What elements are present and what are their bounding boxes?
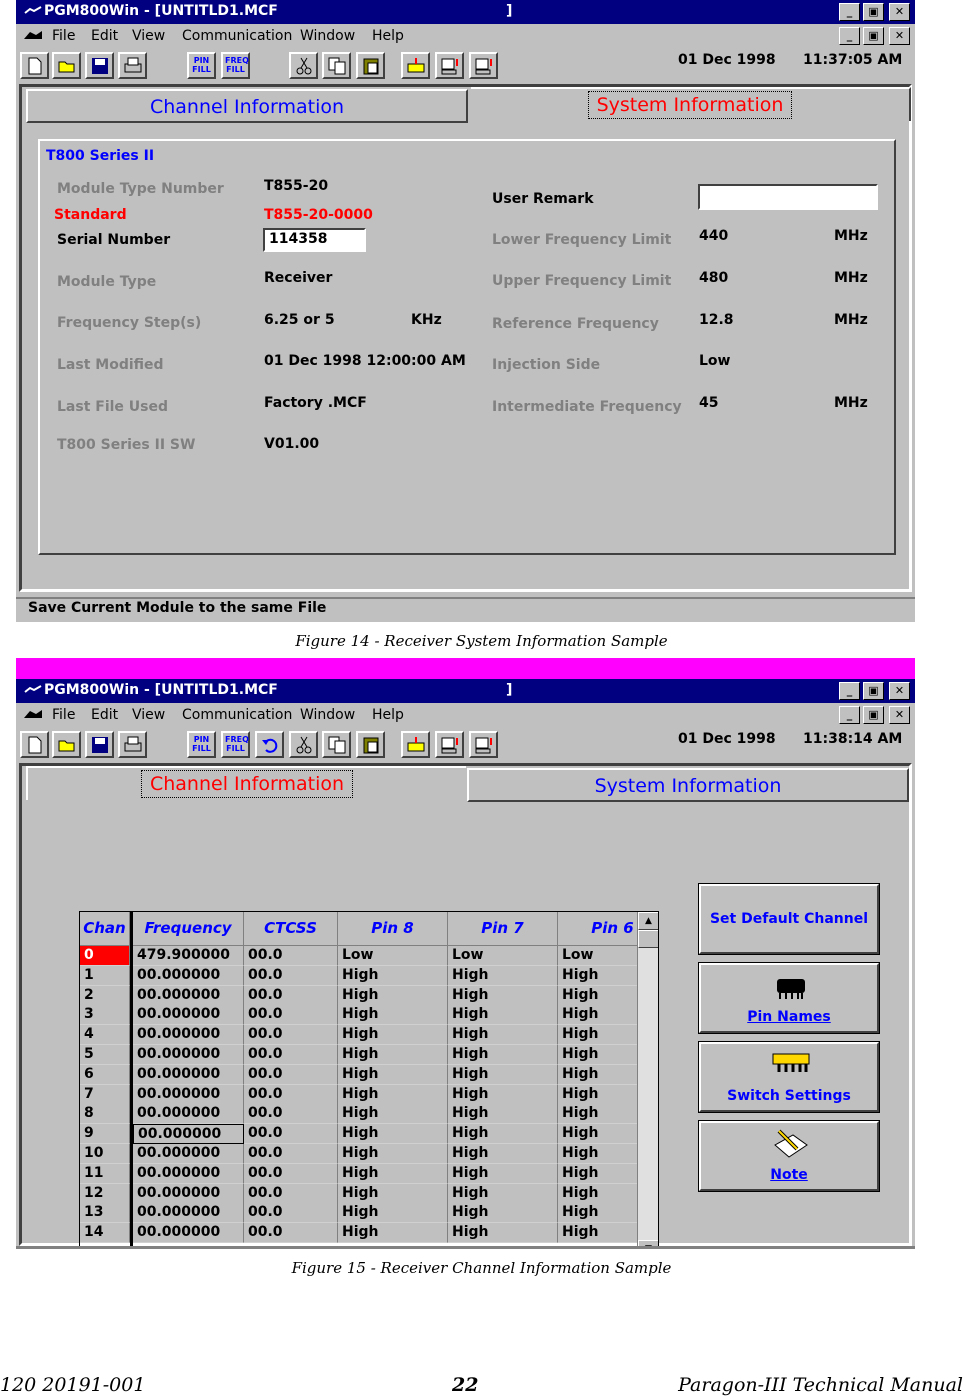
scroll-up-arrow-icon[interactable]: ▲ — [638, 912, 659, 930]
grid-cell[interactable]: 00.0 — [244, 1184, 338, 1204]
grid-cell[interactable]: High — [448, 1085, 558, 1105]
grid-cell[interactable]: 00.000000 — [133, 1065, 244, 1085]
lower-frequency-limit-label: Lower Frequency Limit — [492, 232, 672, 248]
open-file-button[interactable] — [52, 52, 81, 79]
grid-cell[interactable]: High — [558, 1144, 659, 1164]
sw-version-label: T800 Series II SW — [57, 437, 196, 453]
module-button[interactable] — [401, 731, 430, 758]
menu-edit[interactable]: Edit — [91, 707, 119, 723]
grid-cell[interactable]: High — [448, 1025, 558, 1045]
tab-channel-information[interactable] — [26, 766, 466, 800]
tab-system-label: System Information — [588, 91, 793, 119]
status-bar: Save Current Module to the same File — [16, 597, 915, 622]
date-display: 01 Dec 1998 — [678, 52, 776, 68]
restore-button[interactable]: ▣ — [863, 682, 884, 700]
doc-restore-button[interactable]: ▣ — [863, 27, 884, 45]
grid-cell[interactable]: High — [338, 1025, 448, 1045]
clipboard-icon — [361, 735, 381, 755]
grid-cell[interactable]: High — [558, 1005, 659, 1025]
grid-cell[interactable]: High — [448, 1104, 558, 1124]
grid-cell[interactable]: High — [338, 1085, 448, 1105]
grid-header-frequency[interactable]: Frequency — [133, 912, 244, 946]
grid-cell[interactable]: High — [338, 1184, 448, 1204]
grid-cell[interactable]: High — [448, 1065, 558, 1085]
chip-logo-icon — [24, 5, 42, 17]
write-module-button[interactable] — [469, 52, 498, 79]
grid-cell[interactable]: High — [448, 966, 558, 986]
menu-file[interactable]: File — [52, 707, 76, 723]
close-button[interactable]: ✕ — [889, 3, 910, 21]
copy-button[interactable] — [322, 52, 351, 79]
new-file-icon — [25, 735, 45, 755]
set-default-channel-label: Set Default Channel — [709, 911, 869, 927]
scissors-icon — [294, 735, 314, 755]
grid-row-header[interactable]: 1 — [80, 966, 130, 986]
last-file-used-label: Last File Used — [57, 399, 169, 415]
standard-value: T855-20-0000 — [264, 207, 373, 223]
grid-cell[interactable]: High — [448, 1223, 558, 1243]
grid-cell[interactable]: 00.000000 — [133, 1184, 244, 1204]
client-area — [19, 763, 912, 1246]
figure-15-caption: Figure 15 - Receiver Channel Information Sample — [291, 1259, 672, 1277]
grid-cell[interactable]: High — [338, 1045, 448, 1065]
pin-names-button[interactable] — [699, 963, 879, 1033]
injection-side-value: Low — [699, 353, 731, 369]
print-button[interactable] — [118, 52, 147, 79]
grid-cell[interactable]: 00.000000 — [133, 1144, 244, 1164]
computer-download-icon — [440, 735, 460, 755]
menu-view[interactable]: View — [132, 28, 166, 44]
grid-row-header[interactable]: 0 — [80, 946, 130, 966]
window-title-bracket: ] — [506, 682, 513, 698]
freq-fill-label: FREQ FILL — [225, 735, 249, 753]
grid-row-header[interactable]: 11 — [80, 1164, 130, 1184]
footer-manual-title: Paragon-III Technical Manual — [678, 1374, 963, 1396]
group-title: T800 Series II — [46, 148, 155, 164]
chip-icon — [771, 973, 811, 1001]
copy-button[interactable] — [322, 731, 351, 758]
grid-cell[interactable]: 00.0 — [244, 966, 338, 986]
grid-cell[interactable]: 00.000000 — [133, 1025, 244, 1045]
grid-cell[interactable]: High — [338, 1104, 448, 1124]
printer-icon — [123, 735, 143, 755]
tab-channel-information[interactable] — [26, 89, 468, 123]
menu-window[interactable]: Window — [300, 707, 356, 723]
copy-icon — [327, 735, 347, 755]
grid-cell[interactable]: 00.000000 — [133, 1045, 244, 1065]
dip-switch-icon — [769, 1050, 813, 1076]
grid-cell[interactable]: High — [448, 1144, 558, 1164]
read-module-button[interactable] — [435, 52, 464, 79]
printer-icon — [123, 56, 143, 76]
grid-header-pin-6[interactable]: Pin 6 — [558, 912, 659, 946]
clipboard-icon — [361, 56, 381, 76]
pin-fill-button[interactable] — [187, 52, 216, 79]
frequency-steps-unit: KHz — [411, 312, 442, 328]
grid-cell[interactable]: Low — [558, 946, 659, 966]
date-display: 01 Dec 1998 — [678, 731, 776, 747]
chip-logo-icon — [24, 684, 42, 696]
grid-cell[interactable]: 00.0 — [244, 1065, 338, 1085]
grid-cell[interactable]: High — [558, 1085, 659, 1105]
copy-icon — [327, 56, 347, 76]
grid-cell[interactable]: 00.0 — [244, 1144, 338, 1164]
grid-cell[interactable]: 00.000000 — [133, 1104, 244, 1124]
grid-cell[interactable]: 00.0 — [244, 1104, 338, 1124]
grid-row-header[interactable]: 5 — [80, 1045, 130, 1065]
note-button[interactable] — [699, 1121, 879, 1191]
print-button[interactable] — [118, 731, 147, 758]
upper-frequency-limit-unit: MHz — [834, 270, 868, 286]
window-bottom-border — [16, 1246, 915, 1249]
doc-restore-button[interactable]: ▣ — [863, 706, 884, 724]
highlight-banner — [16, 658, 915, 679]
intermediate-frequency-unit: MHz — [834, 395, 868, 411]
paste-button[interactable] — [356, 52, 385, 79]
save-button[interactable] — [85, 731, 114, 758]
grid-cell[interactable]: High — [338, 1005, 448, 1025]
computer-upload-icon — [474, 735, 494, 755]
computer-upload-icon — [474, 56, 494, 76]
figure-14-caption: Figure 14 - Receiver System Information Sample — [295, 632, 668, 650]
grid-cell[interactable]: Low — [338, 946, 448, 966]
scroll-thumb[interactable] — [638, 930, 659, 948]
grid-cell[interactable]: High — [558, 1025, 659, 1045]
grid-cell[interactable]: 00.0 — [244, 1005, 338, 1025]
menu-communication[interactable]: Communication — [182, 28, 293, 44]
grid-cell[interactable]: 00.0 — [244, 1223, 338, 1243]
undo-arrow-icon — [260, 735, 280, 755]
pin-names-label: Pin Names — [747, 1009, 831, 1025]
grid-cell[interactable]: High — [338, 986, 448, 1006]
grid-row-header[interactable]: 4 — [80, 1025, 130, 1045]
menu-help[interactable]: Help — [372, 28, 404, 44]
pin-fill-label: PIN FILL — [192, 56, 211, 74]
footer-page-number: 22 — [452, 1374, 479, 1396]
window-title: PGM800Win - [UNTITLD1.MCF — [44, 3, 278, 19]
grid-row-header[interactable]: 12 — [80, 1184, 130, 1204]
grid-cell[interactable]: Low — [448, 946, 558, 966]
switch-settings-label: Switch Settings — [727, 1088, 851, 1104]
grid-row-header[interactable]: 7 — [80, 1085, 130, 1105]
serial-number-input[interactable]: 114358 — [263, 228, 366, 252]
grid-cell[interactable]: 00.0 — [244, 1045, 338, 1065]
grid-cell[interactable]: High — [558, 1203, 659, 1223]
menu-view[interactable]: View — [132, 707, 166, 723]
grid-row-header[interactable]: 14 — [80, 1223, 130, 1243]
menu-communication[interactable]: Communication — [182, 707, 293, 723]
folder-open-icon — [57, 56, 77, 76]
freq-fill-button[interactable] — [221, 52, 250, 79]
grid-cell[interactable]: 00.0 — [244, 1203, 338, 1223]
grid-frozen-divider — [130, 912, 133, 1249]
reference-frequency-value: 12.8 — [699, 312, 734, 328]
app-menu-icon[interactable] — [22, 29, 44, 43]
grid-cell[interactable]: High — [448, 986, 558, 1006]
grid-cell[interactable]: High — [338, 1164, 448, 1184]
intermediate-frequency-value: 45 — [699, 395, 719, 411]
grid-cell[interactable]: High — [558, 1223, 659, 1243]
client-area — [19, 84, 912, 592]
scissors-icon — [294, 56, 314, 76]
time-display: 11:37:05 AM — [803, 52, 903, 68]
notepad-pencil-icon — [769, 1127, 813, 1161]
grid-header-chan[interactable]: Chan — [80, 912, 130, 946]
grid-row-header[interactable]: 13 — [80, 1203, 130, 1223]
write-module-button[interactable] — [469, 731, 498, 758]
title-bar[interactable] — [16, 0, 915, 24]
doc-close-button[interactable]: ✕ — [889, 706, 910, 724]
user-remark-label: User Remark — [492, 191, 594, 207]
cut-button[interactable] — [289, 731, 318, 758]
grid-cell[interactable]: 00.000000 — [133, 1203, 244, 1223]
grid-row-header[interactable]: 9 — [80, 1124, 130, 1144]
floppy-disk-icon — [90, 735, 110, 755]
grid-cell[interactable]: High — [558, 966, 659, 986]
module-icon — [406, 735, 426, 755]
read-module-button[interactable] — [435, 731, 464, 758]
new-file-button[interactable] — [20, 731, 49, 758]
window-title: PGM800Win - [UNTITLD1.MCF — [44, 682, 278, 698]
footer-doc-number: 120 20191-001 — [0, 1374, 146, 1396]
close-button[interactable]: ✕ — [889, 682, 910, 700]
grid-row-header[interactable]: 10 — [80, 1144, 130, 1164]
grid-header-pin-7[interactable]: Pin 7 — [448, 912, 558, 946]
grid-cell[interactable]: 00.0 — [244, 1124, 338, 1144]
injection-side-label: Injection Side — [492, 357, 601, 373]
grid-cell[interactable]: 00.0 — [244, 946, 338, 966]
undo-button[interactable] — [255, 731, 284, 758]
upper-frequency-limit-value: 480 — [699, 270, 729, 286]
module-type-number-label: Module Type Number — [57, 181, 224, 197]
grid-cell[interactable]: 00.000000 — [133, 1223, 244, 1243]
grid-cell[interactable]: High — [558, 986, 659, 1006]
grid-cell[interactable]: High — [558, 1045, 659, 1065]
grid-cell[interactable]: High — [558, 1104, 659, 1124]
tab-channel-label: Channel Information — [149, 96, 345, 118]
user-remark-input[interactable] — [698, 184, 878, 210]
frequency-steps-value: 6.25 or 5 — [264, 312, 335, 328]
grid-cell[interactable]: High — [558, 1164, 659, 1184]
grid-cell[interactable]: 00.0 — [244, 986, 338, 1006]
serial-number-label: Serial Number — [57, 232, 171, 248]
cut-button[interactable] — [289, 52, 318, 79]
last-modified-value: 01 Dec 1998 12:00:00 AM — [264, 353, 466, 369]
tab-system-label: System Information — [594, 775, 782, 797]
save-button[interactable] — [85, 52, 114, 79]
module-type-value: Receiver — [264, 270, 333, 286]
grid-cell[interactable]: High — [448, 1184, 558, 1204]
module-type-number-value: T855-20 — [264, 178, 329, 194]
module-icon — [406, 56, 426, 76]
freq-fill-button[interactable] — [221, 731, 250, 758]
grid-cell[interactable]: High — [338, 966, 448, 986]
last-modified-label: Last Modified — [57, 357, 164, 373]
grid-cell[interactable]: 00.000000 — [133, 1124, 244, 1144]
vertical-scrollbar[interactable] — [637, 912, 658, 1249]
grid-cell[interactable]: High — [448, 1164, 558, 1184]
note-label: Note — [770, 1167, 808, 1183]
menu-file[interactable]: File — [52, 28, 76, 44]
doc-minimize-button[interactable]: _ — [839, 27, 860, 45]
grid-row-header[interactable]: 6 — [80, 1065, 130, 1085]
channel-grid[interactable] — [79, 911, 659, 1249]
frequency-steps-label: Frequency Step(s) — [57, 315, 202, 331]
tab-system-information[interactable] — [471, 87, 911, 121]
computer-download-icon — [440, 56, 460, 76]
grid-header-pin-8[interactable]: Pin 8 — [338, 912, 448, 946]
toolbar — [16, 48, 915, 82]
grid-cell[interactable]: High — [338, 1203, 448, 1223]
reference-frequency-unit: MHz — [834, 312, 868, 328]
grid-cell[interactable]: High — [558, 1124, 659, 1144]
grid-cell[interactable]: 00.000000 — [133, 1164, 244, 1184]
grid-cell[interactable]: 00.000000 — [133, 1005, 244, 1025]
switch-settings-button[interactable] — [699, 1042, 879, 1112]
channel-info-window — [16, 679, 915, 1249]
upper-frequency-limit-label: Upper Frequency Limit — [492, 273, 672, 289]
grid-row-header[interactable]: 8 — [80, 1104, 130, 1124]
title-bar[interactable] — [16, 679, 915, 703]
toolbar — [16, 727, 915, 761]
reference-frequency-label: Reference Frequency — [492, 316, 659, 332]
paste-button[interactable] — [356, 731, 385, 758]
lower-frequency-limit-unit: MHz — [834, 228, 868, 244]
menu-edit[interactable]: Edit — [91, 28, 119, 44]
grid-cell[interactable]: High — [448, 1045, 558, 1065]
grid-cell[interactable]: High — [338, 1124, 448, 1144]
grid-cell[interactable]: High — [448, 1203, 558, 1223]
menu-window[interactable]: Window — [300, 28, 356, 44]
module-type-label: Module Type — [57, 274, 157, 290]
open-file-button[interactable] — [52, 731, 81, 758]
standard-label: Standard — [54, 207, 127, 223]
grid-cell[interactable]: 00.000000 — [133, 966, 244, 986]
module-button[interactable] — [401, 52, 430, 79]
grid-cell[interactable]: 00.0 — [244, 1025, 338, 1045]
grid-row-header[interactable]: 3 — [80, 1005, 130, 1025]
app-menu-icon[interactable] — [22, 708, 44, 722]
menu-bar — [16, 703, 915, 727]
system-info-window — [16, 0, 915, 622]
menu-bar — [16, 24, 915, 48]
grid-cell[interactable]: 00.0 — [244, 1085, 338, 1105]
floppy-disk-icon — [90, 56, 110, 76]
new-file-icon — [25, 56, 45, 76]
grid-cell[interactable]: 00.000000 — [133, 1085, 244, 1105]
grid-cell[interactable]: 00.0 — [244, 1164, 338, 1184]
tab-channel-label: Channel Information — [141, 770, 353, 798]
grid-cell[interactable]: High — [338, 1223, 448, 1243]
grid-cell[interactable]: High — [338, 1065, 448, 1085]
grid-cell[interactable]: 479.900000 — [133, 946, 244, 966]
last-file-used-value: Factory .MCF — [264, 395, 367, 411]
tab-system-information[interactable] — [467, 768, 909, 802]
restore-button[interactable]: ▣ — [863, 3, 884, 21]
grid-cell[interactable]: High — [448, 1005, 558, 1025]
grid-header-ctcss[interactable]: CTCSS — [244, 912, 338, 946]
intermediate-frequency-label: Intermediate Frequency — [492, 399, 682, 415]
new-file-button[interactable] — [20, 52, 49, 79]
window-title-bracket: ] — [506, 3, 513, 19]
pin-fill-label: PIN FILL — [192, 735, 211, 753]
doc-minimize-button[interactable]: _ — [839, 706, 860, 724]
grid-cell[interactable]: High — [338, 1144, 448, 1164]
time-display: 11:38:14 AM — [803, 731, 903, 747]
menu-help[interactable]: Help — [372, 707, 404, 723]
pin-fill-button[interactable] — [187, 731, 216, 758]
doc-close-button[interactable]: ✕ — [889, 27, 910, 45]
minimize-button[interactable]: _ — [839, 682, 860, 700]
folder-open-icon — [57, 735, 77, 755]
freq-fill-label: FREQ FILL — [225, 56, 249, 74]
grid-cell[interactable]: 00.000000 — [133, 986, 244, 1006]
sw-version-value: V01.00 — [264, 436, 320, 452]
lower-frequency-limit-value: 440 — [699, 228, 729, 244]
grid-cell[interactable]: High — [558, 1184, 659, 1204]
grid-row-header[interactable]: 2 — [80, 986, 130, 1006]
grid-cell[interactable]: High — [448, 1124, 558, 1144]
grid-cell[interactable]: High — [558, 1065, 659, 1085]
minimize-button[interactable]: _ — [839, 3, 860, 21]
set-default-channel-button[interactable] — [699, 884, 879, 954]
